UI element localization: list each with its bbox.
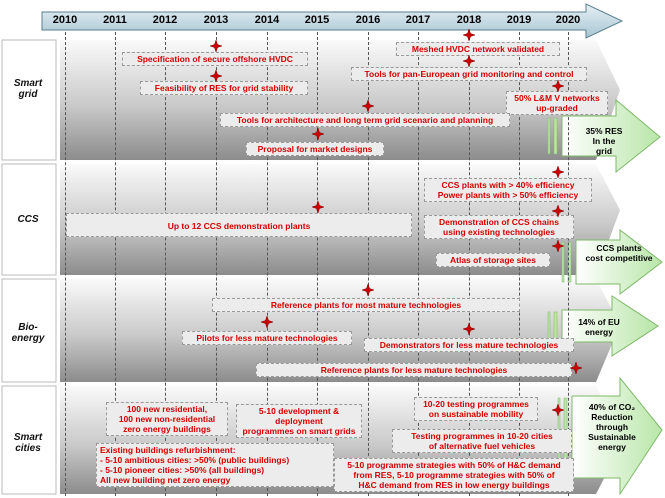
milestone-box: Demonstrators for less mature technologies	[364, 338, 574, 352]
row-label-smart-grid: Smart grid	[13, 78, 43, 100]
milestone-box: CCS plants with > 40% efficiency Power plants with > 50% efficiency	[424, 178, 592, 202]
milestone-box: 50% L&M V networks up-graded	[506, 91, 608, 115]
target-bioenergy: 14% of EU energy	[578, 317, 620, 337]
milestone-box: Demonstration of CCS chains using existing technologies	[424, 215, 574, 239]
milestone-box: 5-10 development & deployment programmes on smart grids	[236, 404, 362, 438]
row-label-ccs: CCS	[17, 214, 39, 225]
row-label-bioenergy: Bio- energy	[11, 322, 45, 344]
milestone-box: 5-10 programme strategies with 50% of H&C demand from RES, 5-10 programme strategies with 50% of H&C demand from RES in low energy buildings	[334, 458, 574, 492]
year-label: 2010	[52, 14, 78, 26]
year-label: 2016	[355, 14, 381, 26]
milestone-box: Testing programmes in 10-20 cities of alternative fuel vehicles	[392, 429, 572, 453]
milestone-box: Pilots for less mature technologies	[182, 331, 352, 345]
target-smart-cities: 40% of CO₂ Reduction through Sustainable energy	[588, 402, 636, 452]
milestone-box: Existing buildings refurbishment: - 5-10 ambitious cities: >50% (public buildings) - 5-10 pioneer cities: >50% (all buildings) All new building net zero energy	[96, 443, 334, 487]
year-label: 2012	[152, 14, 178, 26]
year-label: 2018	[456, 14, 482, 26]
year-label: 2011	[103, 14, 127, 26]
milestone-box: Reference plants for most mature technologies	[212, 298, 520, 312]
milestone-box: Feasibility of RES for grid stability	[140, 81, 308, 95]
year-label: 2014	[254, 14, 280, 26]
year-label: 2020	[555, 14, 581, 26]
milestone-box: Reference plants for less mature technologies	[256, 363, 572, 377]
milestone-box: Proposal for market designs	[246, 142, 384, 156]
year-label: 2013	[203, 14, 229, 26]
year-gridline	[368, 32, 369, 496]
target-ccs: CCS plants cost competitive	[585, 243, 653, 263]
milestone-box: 100 new residential, 100 new non-residential zero energy buildings	[106, 402, 228, 436]
year-gridline	[65, 32, 66, 496]
milestone-box: Up to 12 CCS demonstration plants	[66, 213, 412, 237]
year-label: 2015	[304, 14, 330, 26]
milestone-box: Meshed HVDC network validated	[396, 42, 560, 56]
milestone-box: 10-20 testing programmes on sustainable mobility	[414, 397, 538, 421]
milestone-box: Specification of secure offshore HVDC	[122, 52, 308, 66]
milestone-box: Tools for architecture and long term grid scenario and planning	[220, 113, 510, 127]
milestone-box: Tools for pan-European grid monitoring and control	[351, 67, 587, 81]
year-label: 2017	[405, 14, 431, 26]
row-label-smart-cities: Smart cities	[13, 432, 43, 454]
target-smart-grid: 35% RES In the grid	[585, 126, 623, 156]
year-gridline	[418, 32, 419, 496]
milestone-box: Atlas of storage sites	[436, 253, 550, 267]
year-label: 2019	[506, 14, 532, 26]
